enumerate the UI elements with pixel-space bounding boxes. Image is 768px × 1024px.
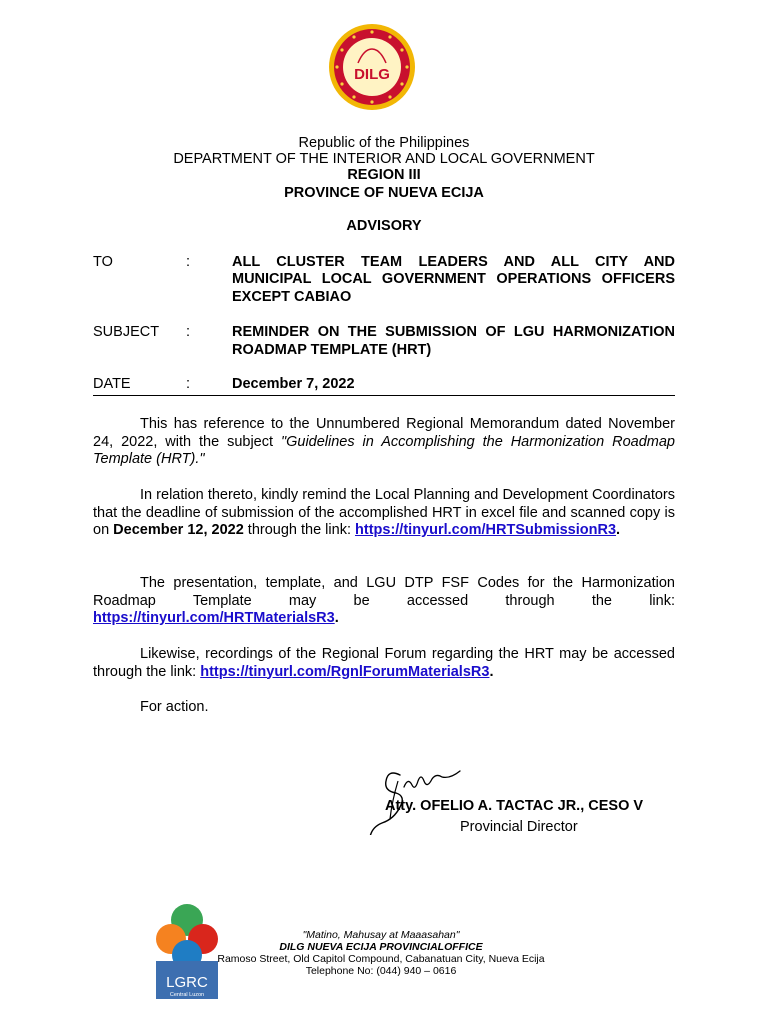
to-line-1: ALL CLUSTER TEAM LEADERS AND ALL CITY AND — [232, 254, 675, 270]
hrt-submission-link[interactable]: https://tinyurl.com/HRTSubmissionR3 — [355, 522, 617, 538]
date-colon: : — [186, 376, 191, 392]
paragraph-3 — [93, 575, 675, 628]
p1-subject-title: "Guidelines in Accomplishing the Harmonization Roadmap Template (HRT)." — [93, 433, 675, 467]
subject-colon: : — [186, 324, 191, 340]
footer-address: Ramoso Street, Old Capitol Compound, Cabanatuan City, Nueva Ecija — [217, 953, 545, 965]
p2-period: . — [616, 522, 621, 538]
p2-text-2: through the link: — [243, 522, 356, 538]
lgrc-logo — [154, 903, 220, 999]
p4-text: Likewise, recordings of the Regional Forum regarding the HRT may be accessed through the link: — [93, 646, 675, 680]
p1-text: This has reference to the Unnumbered Regional Memorandum dated November 24, 2022, with the subject — [93, 416, 675, 450]
svg-text:Central Luzon: Central Luzon — [169, 992, 205, 998]
paragraph-2 — [93, 487, 675, 540]
department-line: DEPARTMENT OF THE INTERIOR AND LOCAL GOVERNMENT — [173, 151, 595, 167]
republic-line: Republic of the Philippines — [298, 135, 470, 151]
document-type: ADVISORY — [346, 218, 422, 234]
svg-text:LGRC: LGRC — [166, 974, 208, 991]
p3-text: The presentation, template, and LGU DTP FSF Codes for the Harmonization Roadmap Template may be accessed through the link: — [93, 575, 675, 609]
date-value: December 7, 2022 — [232, 376, 355, 392]
to-line-2: MUNICIPAL LOCAL GOVERNMENT OPERATIONS OFFICERS — [232, 271, 675, 287]
p2-deadline: December 12, 2022 — [113, 522, 244, 538]
hrt-materials-link[interactable]: https://tinyurl.com/HRTMaterialsR3 — [93, 610, 335, 626]
footer-telephone: Telephone No: (044) 940 – 0616 — [305, 965, 457, 977]
signatory-title: Provincial Director — [460, 819, 578, 835]
p5-text: For action. — [140, 699, 209, 715]
subject-label: SUBJECT — [93, 324, 160, 340]
date-label: DATE — [93, 376, 131, 392]
subject-line-2: ROADMAP TEMPLATE (HRT) — [232, 342, 432, 358]
header-divider — [93, 395, 675, 396]
footer-office: DILG NUEVA ECIJA PROVINCIALOFFICE — [279, 941, 483, 953]
paragraph-4 — [93, 646, 675, 681]
to-line-3: EXCEPT CABIAO — [232, 289, 352, 305]
paragraph-1 — [93, 416, 675, 469]
signatory-name: Atty. OFELIO A. TACTAC JR., CESO V — [385, 798, 644, 814]
province-line: PROVINCE OF NUEVA ECIJA — [284, 185, 484, 201]
paragraph-5 — [93, 699, 675, 717]
region-line: REGION III — [347, 167, 421, 183]
to-label: TO — [93, 254, 113, 270]
subject-line-1: REMINDER ON THE SUBMISSION OF LGU HARMONIZATION — [232, 324, 675, 340]
p2-text: In relation thereto, kindly remind the Local Planning and Development Coordinators that the deadline of submission of the accomplished HRT in excel file and scanned copy is on — [93, 487, 675, 538]
footer-motto: "Matino, Mahusay at Maaasahan" — [302, 929, 460, 941]
dilg-seal-logo — [328, 23, 416, 111]
forum-materials-link[interactable]: https://tinyurl.com/RgnlForumMaterialsR3 — [200, 663, 490, 680]
to-colon: : — [186, 254, 191, 270]
svg-text:DILG: DILG — [354, 66, 390, 83]
p3-period: . — [334, 610, 339, 626]
p4-period: . — [489, 663, 494, 680]
